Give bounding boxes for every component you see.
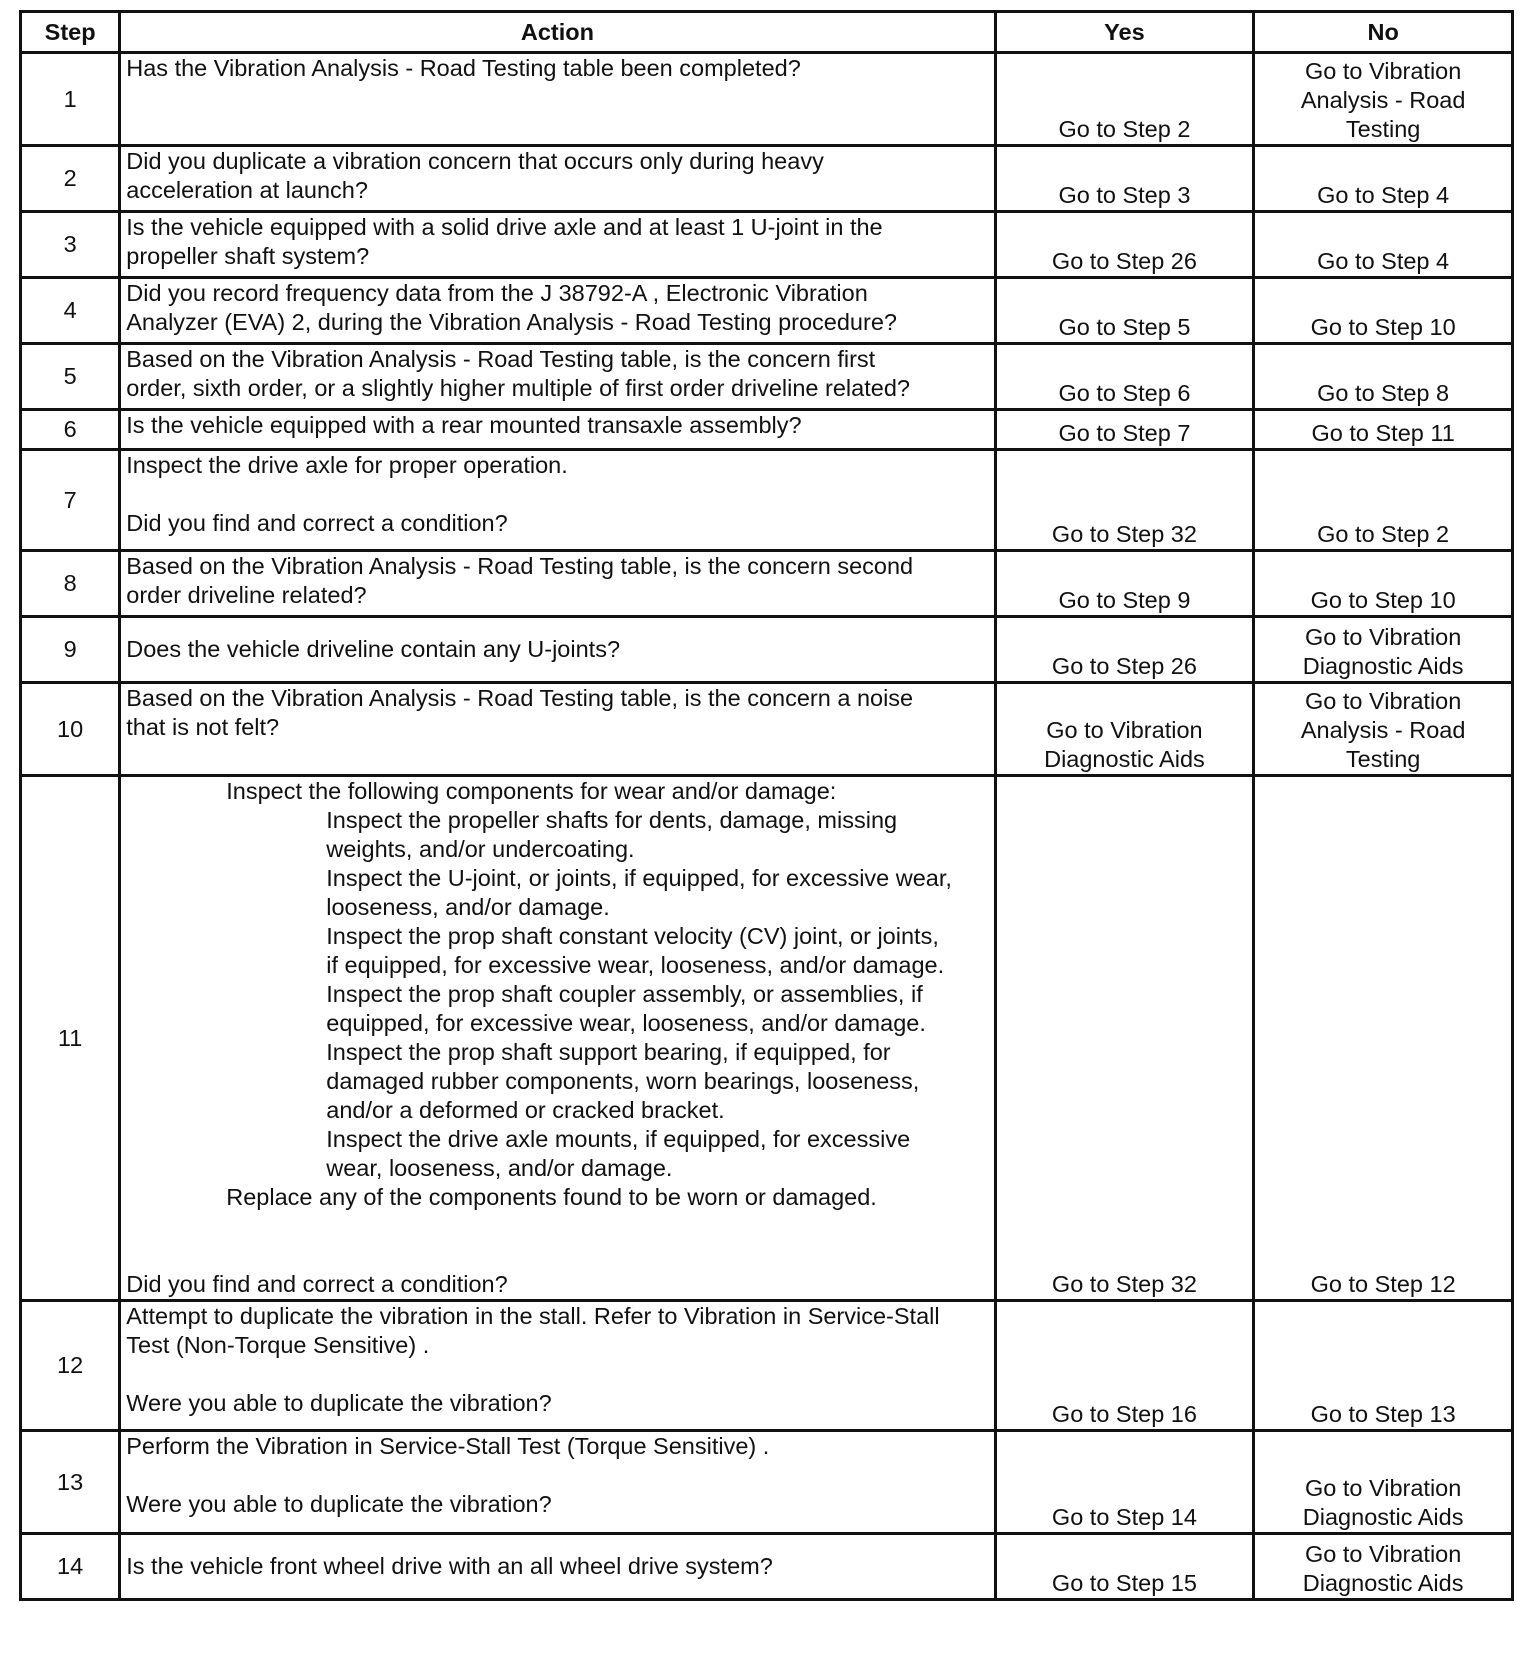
no-cell [1254,410,1513,450]
no-text: Go to Step 4 [1317,182,1450,208]
table-row [21,1301,1513,1431]
action-cell [120,683,995,776]
step-number: 2 [21,146,120,212]
no-cell [1254,146,1513,212]
no-cell [1254,551,1513,617]
table-row [21,1534,1513,1600]
action-cell [120,146,995,212]
yes-text: Go to Step 26 [1051,248,1197,274]
action-text: Perform the Vibration in Service-Stall Test (Torque Sensitive) . [126,1433,770,1459]
action-text: Did you duplicate a vibration concern that occurs only during heavy [126,148,824,174]
header-action: Action [120,12,995,53]
action-replace: Replace any of the components found to be worn or damaged. [226,1184,877,1210]
step-number: 12 [21,1301,120,1431]
action-text: Attempt to duplicate the vibration in the stall. Refer to Vibration in Service-Stall [126,1303,940,1329]
step-number: 14 [21,1534,120,1600]
yes-text: Go to Step 15 [1051,1570,1197,1596]
inspect-item-line: Inspect the prop shaft support bearing, if equipped, for [326,1039,891,1065]
yes-cell [995,1534,1254,1600]
action-text: propeller shaft system? [126,243,370,269]
no-text: Go to Step 11 [1311,420,1455,446]
yes-cell [995,212,1254,278]
no-text: Go to Step 12 [1310,1271,1456,1297]
step-number: 8 [21,551,120,617]
no-text: Testing [1345,116,1421,142]
document [19,10,1514,1601]
table-row [21,278,1513,344]
yes-cell [995,278,1254,344]
spacer [126,1360,988,1389]
yes-text: Go to Step 9 [1058,587,1191,613]
action-text: Were you able to duplicate the vibration? [126,1390,552,1416]
no-cell [1254,1301,1513,1431]
table-row [21,776,1513,1301]
no-text: Analysis - Road [1300,717,1466,743]
action-cell [120,278,995,344]
yes-text: Go to Vibration [1046,717,1203,743]
inspect-item-line: looseness, and/or damage. [326,894,610,920]
no-cell [1254,1431,1513,1534]
yes-text: Go to Step 32 [1051,1271,1197,1297]
inspect-item-line: and/or a deformed or cracked bracket. [326,1097,725,1123]
action-cell [120,776,995,1301]
yes-text: Diagnostic Aids [1044,746,1205,772]
step-number: 6 [21,410,120,450]
action-cell [120,53,995,146]
no-text: Analysis - Road [1300,87,1466,113]
inspect-item-line: damaged rubber components, worn bearings, looseness, [326,1068,920,1094]
yes-text: Go to Step 2 [1058,116,1191,142]
action-cell [120,410,995,450]
spacer [126,1212,988,1270]
action-text: order driveline related? [126,582,367,608]
header-row [21,12,1513,53]
yes-text: Go to Step 7 [1058,420,1191,446]
yes-cell [995,410,1254,450]
yes-text: Go to Step 32 [1051,521,1197,547]
spacer [126,480,988,509]
no-cell [1254,450,1513,551]
yes-cell [995,450,1254,551]
inspect-item-line: weights, and/or undercoating. [326,836,635,862]
no-text: Diagnostic Aids [1302,1570,1464,1596]
inspect-item-line: Inspect the prop shaft constant velocity (CV) joint, or joints, [326,923,939,949]
yes-cell [995,617,1254,683]
yes-cell [995,776,1254,1301]
yes-text: Go to Step 26 [1051,653,1197,679]
yes-cell [995,1431,1254,1534]
no-text: Diagnostic Aids [1302,1504,1464,1530]
table-row [21,683,1513,776]
header-step: Step [21,12,120,53]
table-row [21,53,1513,146]
action-text: Did you record frequency data from the J 38792-A , Electronic Vibration [126,280,868,306]
no-cell [1254,53,1513,146]
inspect-item-line: Inspect the drive axle mounts, if equipped, for excessive [326,1126,911,1152]
action-cell [120,1534,995,1600]
table-row [21,617,1513,683]
action-text: Did you find and correct a condition? [126,510,508,536]
step-number: 10 [21,683,120,776]
header-yes: Yes [995,12,1254,53]
yes-cell [995,53,1254,146]
action-text: Is the vehicle front wheel drive with an all wheel drive system? [126,1553,773,1579]
action-cell [120,1301,995,1431]
no-text: Go to Step 2 [1317,521,1450,547]
table-row [21,450,1513,551]
no-text: Go to Vibration [1304,688,1462,714]
header-no: No [1254,12,1513,53]
step-number: 1 [21,53,120,146]
action-text: Based on the Vibration Analysis - Road Testing table, is the concern a noise [126,685,914,711]
no-text: Go to Vibration [1304,1541,1462,1567]
yes-cell [995,683,1254,776]
inspect-item-line: Inspect the prop shaft coupler assembly, or assemblies, if [326,981,923,1007]
yes-text: Go to Step 16 [1051,1401,1197,1427]
action-question: Did you find and correct a condition? [126,1271,508,1297]
yes-cell [995,146,1254,212]
action-cell [120,1431,995,1534]
action-cell [120,617,995,683]
no-cell [1254,344,1513,410]
step-number: 11 [21,776,120,1301]
action-cell [120,450,995,551]
no-cell [1254,212,1513,278]
yes-text: Go to Step 5 [1058,314,1191,340]
no-cell [1254,683,1513,776]
step-number: 3 [21,212,120,278]
table-row [21,344,1513,410]
no-text: Go to Step 4 [1317,248,1450,274]
inspect-item-line: equipped, for excessive wear, looseness, and/or damage. [326,1010,926,1036]
action-intro: Inspect the following components for wear and/or damage: [226,778,837,804]
action-text: Inspect the drive axle for proper operation. [126,452,568,478]
no-cell [1254,617,1513,683]
action-text: Were you able to duplicate the vibration? [126,1491,552,1517]
action-cell [120,344,995,410]
no-cell [1254,776,1513,1301]
action-text: Is the vehicle equipped with a rear mounted transaxle assembly? [126,412,802,438]
no-text: Diagnostic Aids [1302,653,1464,679]
action-text: Based on the Vibration Analysis - Road Testing table, is the concern second [126,553,914,579]
table-row [21,146,1513,212]
no-text: Go to Vibration [1304,1475,1462,1501]
table-row [21,410,1513,450]
yes-text: Go to Step 14 [1051,1504,1197,1530]
inspect-item-line: if equipped, for excessive wear, looseness, and/or damage. [326,952,945,978]
no-text: Go to Step 8 [1317,380,1450,406]
step-number: 13 [21,1431,120,1534]
table-row [21,212,1513,278]
no-text: Go to Step 10 [1310,587,1456,613]
no-cell [1254,1534,1513,1600]
no-text: Go to Step 13 [1310,1401,1456,1427]
no-text: Go to Vibration [1304,624,1462,650]
action-text: Test (Non-Torque Sensitive) . [126,1332,430,1358]
action-cell [120,212,995,278]
action-text: order, sixth order, or a slightly higher multiple of first order driveline related? [126,375,910,401]
diagnostic-table [19,10,1514,1601]
action-text: acceleration at launch? [126,177,368,203]
table-row [21,551,1513,617]
no-text: Testing [1345,746,1421,772]
inspect-item-line: Inspect the propeller shafts for dents, damage, missing [326,807,898,833]
action-text: Is the vehicle equipped with a solid drive axle and at least 1 U-joint in the [126,214,883,240]
step-number: 9 [21,617,120,683]
step-number: 5 [21,344,120,410]
action-text: Has the Vibration Analysis - Road Testing table been completed? [126,55,801,81]
table-row [21,1431,1513,1534]
yes-cell [995,551,1254,617]
no-text: Go to Vibration [1304,58,1462,84]
yes-cell [995,1301,1254,1431]
action-text: Based on the Vibration Analysis - Road Testing table, is the concern first [126,346,876,372]
yes-text: Go to Step 3 [1058,182,1191,208]
spacer [126,1461,988,1490]
inspect-item-line: Inspect the U-joint, or joints, if equipped, for excessive wear, [326,865,952,891]
action-text: that is not felt? [126,714,280,740]
action-text: Analyzer (EVA) 2, during the Vibration Analysis - Road Testing procedure? [126,309,897,335]
action-cell [120,551,995,617]
action-text: Does the vehicle driveline contain any U-joints? [126,636,621,662]
yes-text: Go to Step 6 [1058,380,1191,406]
yes-cell [995,344,1254,410]
inspect-item-line: wear, looseness, and/or damage. [326,1155,673,1181]
no-cell [1254,278,1513,344]
no-text: Go to Step 10 [1310,314,1456,340]
step-number: 7 [21,450,120,551]
step-number: 4 [21,278,120,344]
